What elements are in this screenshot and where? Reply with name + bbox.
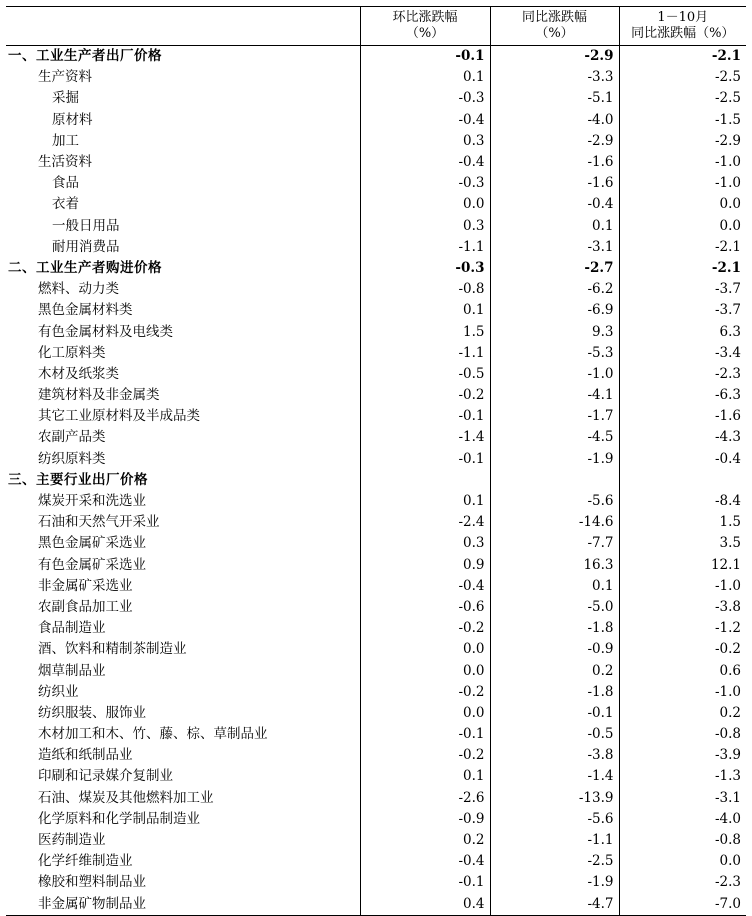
row-label: 化学纤维制造业 <box>38 853 133 870</box>
ytd-value: -4.0 <box>619 809 746 830</box>
ytd-value: -3.7 <box>619 279 746 300</box>
ytd-value: -6.3 <box>619 385 746 406</box>
mom-value: -0.1 <box>360 46 490 68</box>
mom-value: -0.1 <box>360 724 490 745</box>
ytd-value: -7.0 <box>619 894 746 916</box>
yoy-value: -5.6 <box>490 491 619 512</box>
yoy-value: -2.9 <box>490 46 619 68</box>
row-label: 农副产品类 <box>38 429 106 446</box>
table-row <box>6 745 746 766</box>
ytd-value: -2.9 <box>619 131 746 152</box>
ytd-value: -1.5 <box>619 110 746 131</box>
table-row <box>6 830 746 851</box>
mom-value: 0.9 <box>360 555 490 576</box>
yoy-value: -1.1 <box>490 830 619 851</box>
mom-value: -0.4 <box>360 110 490 131</box>
yoy-value: -1.9 <box>490 449 619 470</box>
row-label: 非金属矿采选业 <box>38 577 133 594</box>
price-index-table <box>6 6 746 916</box>
ytd-value: -2.1 <box>619 46 746 68</box>
ytd-value: -8.4 <box>619 491 746 512</box>
mom-value: -0.1 <box>360 872 490 893</box>
table-row <box>6 894 746 916</box>
mom-value: -0.3 <box>360 258 490 279</box>
row-label: 石油、煤炭及其他燃料加工业 <box>38 789 214 806</box>
row-label: 一、工业生产者出厂价格 <box>8 48 162 65</box>
table-row <box>6 321 746 342</box>
yoy-value: -1.8 <box>490 682 619 703</box>
mom-value: -0.3 <box>360 88 490 109</box>
ytd-value: 3.5 <box>619 533 746 554</box>
table-row <box>6 872 746 893</box>
section-header-row <box>6 46 746 68</box>
mom-value: 0.4 <box>360 894 490 916</box>
table-row <box>6 385 746 406</box>
table-row <box>6 576 746 597</box>
ytd-value: -1.0 <box>619 173 746 194</box>
ytd-value: -2.5 <box>619 88 746 109</box>
header-mom-change <box>360 7 490 46</box>
mom-value: -0.8 <box>360 279 490 300</box>
table-row <box>6 533 746 554</box>
table-row <box>6 597 746 618</box>
row-label: 建筑材料及非金属类 <box>38 387 160 404</box>
table-row <box>6 724 746 745</box>
mom-value: 0.0 <box>360 194 490 215</box>
yoy-value: -1.4 <box>490 766 619 787</box>
table-row <box>6 406 746 427</box>
row-label: 耐用消费品 <box>52 238 120 255</box>
yoy-value: -3.8 <box>490 745 619 766</box>
mom-value: -0.1 <box>360 449 490 470</box>
table-row <box>6 343 746 364</box>
yoy-value: 16.3 <box>490 555 619 576</box>
yoy-value: -0.5 <box>490 724 619 745</box>
mom-value: -0.6 <box>360 597 490 618</box>
table-row <box>6 194 746 215</box>
table-row <box>6 279 746 300</box>
table-row <box>6 703 746 724</box>
table-body <box>6 46 746 916</box>
mom-value: 0.0 <box>360 639 490 660</box>
yoy-value: -1.8 <box>490 618 619 639</box>
yoy-value: -4.0 <box>490 110 619 131</box>
header-yoy-unit: （%） <box>535 26 574 41</box>
table-row <box>6 131 746 152</box>
yoy-value: -1.6 <box>490 152 619 173</box>
row-label: 有色金属矿采选业 <box>38 556 146 573</box>
ytd-value: 12.1 <box>619 555 746 576</box>
table-row <box>6 788 746 809</box>
yoy-value: -14.6 <box>490 512 619 533</box>
yoy-value: -7.7 <box>490 533 619 554</box>
ytd-value: -2.1 <box>619 237 746 258</box>
header-yoy-title: 同比涨跌幅 <box>521 10 587 25</box>
mom-value: 0.1 <box>360 766 490 787</box>
mom-value: -0.2 <box>360 745 490 766</box>
table-row <box>6 364 746 385</box>
row-label: 木材及纸浆类 <box>38 365 119 382</box>
ytd-value: -1.6 <box>619 406 746 427</box>
table-row <box>6 682 746 703</box>
yoy-value: -1.0 <box>490 364 619 385</box>
ytd-value: -1.2 <box>619 618 746 639</box>
ytd-value: -2.3 <box>619 872 746 893</box>
header-ytd-period: 1－10月 <box>657 10 709 25</box>
table-row <box>6 809 746 830</box>
table-row <box>6 216 746 237</box>
yoy-value: -2.5 <box>490 851 619 872</box>
row-label: 加工 <box>52 132 79 149</box>
ytd-value: -3.4 <box>619 343 746 364</box>
row-label: 黑色金属材料类 <box>38 302 133 319</box>
header-ytd-title: 同比涨跌幅（%） <box>631 26 735 41</box>
row-label: 非金属矿物制品业 <box>6 894 360 916</box>
yoy-value: -3.1 <box>490 237 619 258</box>
table-row <box>6 491 746 512</box>
ytd-value: -2.5 <box>619 67 746 88</box>
table-row <box>6 237 746 258</box>
ytd-value: -3.9 <box>619 745 746 766</box>
row-label: 纺织原料类 <box>38 450 106 467</box>
row-label: 三、主要行业出厂价格 <box>8 471 148 488</box>
ytd-value: -4.3 <box>619 427 746 448</box>
ytd-value: 1.5 <box>619 512 746 533</box>
ytd-value: -0.8 <box>619 830 746 851</box>
mom-value: 0.0 <box>360 660 490 681</box>
row-label: 烟草制品业 <box>38 662 106 679</box>
yoy-value: -2.9 <box>490 131 619 152</box>
row-label: 二、工业生产者购进价格 <box>8 259 162 276</box>
yoy-value: -0.4 <box>490 194 619 215</box>
mom-value: -2.4 <box>360 512 490 533</box>
ytd-value: 0.0 <box>619 194 746 215</box>
yoy-value: 9.3 <box>490 321 619 342</box>
ytd-value <box>619 470 746 491</box>
ytd-value: -2.1 <box>619 258 746 279</box>
mom-value: -0.1 <box>360 406 490 427</box>
mom-value: 0.1 <box>360 300 490 321</box>
mom-value: 0.3 <box>360 216 490 237</box>
yoy-value: -1.6 <box>490 173 619 194</box>
row-label: 纺织业 <box>38 683 79 700</box>
yoy-value: -0.9 <box>490 639 619 660</box>
mom-value: 0.1 <box>360 67 490 88</box>
header-mom-title: 环比涨跌幅 <box>392 10 458 25</box>
section-header-row <box>6 470 746 491</box>
yoy-value: -5.0 <box>490 597 619 618</box>
mom-value: -0.2 <box>360 618 490 639</box>
yoy-value: -5.1 <box>490 88 619 109</box>
yoy-value: -5.3 <box>490 343 619 364</box>
table-row <box>6 512 746 533</box>
yoy-value: 0.1 <box>490 216 619 237</box>
table-row <box>6 427 746 448</box>
row-label: 石油和天然气开采业 <box>38 514 160 531</box>
table-row <box>6 300 746 321</box>
yoy-value: -6.2 <box>490 279 619 300</box>
mom-value: -0.4 <box>360 576 490 597</box>
row-label: 酒、饮料和精制茶制造业 <box>38 641 187 658</box>
table-row <box>6 766 746 787</box>
mom-value: 0.0 <box>360 703 490 724</box>
mom-value: -0.4 <box>360 851 490 872</box>
header-item-column <box>6 7 360 46</box>
table-row <box>6 110 746 131</box>
header-yoy-change <box>490 7 619 46</box>
ytd-value: -3.8 <box>619 597 746 618</box>
mom-value: 1.5 <box>360 321 490 342</box>
row-label: 食品制造业 <box>38 620 106 637</box>
row-label: 一般日用品 <box>52 217 120 234</box>
yoy-value: -1.7 <box>490 406 619 427</box>
header-ytd-change <box>619 7 746 46</box>
ytd-value: -0.4 <box>619 449 746 470</box>
header-mom-unit: （%） <box>405 26 445 41</box>
yoy-value: 0.1 <box>490 576 619 597</box>
ytd-value: 0.6 <box>619 660 746 681</box>
table-row <box>6 618 746 639</box>
yoy-value: -2.7 <box>490 258 619 279</box>
mom-value: 0.3 <box>360 131 490 152</box>
row-label: 原材料 <box>52 111 93 128</box>
row-label: 燃料、动力类 <box>38 281 119 298</box>
ytd-value: -3.7 <box>619 300 746 321</box>
row-label: 纺织服装、服饰业 <box>38 704 146 721</box>
row-label: 农副食品加工业 <box>38 598 133 615</box>
table-row <box>6 449 746 470</box>
header-row <box>6 7 746 46</box>
table-row <box>6 851 746 872</box>
row-label: 食品 <box>52 175 79 192</box>
ytd-value: -0.2 <box>619 639 746 660</box>
mom-value: -0.4 <box>360 152 490 173</box>
row-label: 黑色金属矿采选业 <box>38 535 146 552</box>
mom-value: -2.6 <box>360 788 490 809</box>
mom-value: -0.2 <box>360 385 490 406</box>
table-row <box>6 660 746 681</box>
ytd-value: -1.0 <box>619 152 746 173</box>
yoy-value: -0.1 <box>490 703 619 724</box>
mom-value: -1.1 <box>360 237 490 258</box>
section-header-row <box>6 258 746 279</box>
row-label: 衣着 <box>52 196 79 213</box>
row-label: 有色金属材料及电线类 <box>38 323 173 340</box>
row-label: 橡胶和塑料制品业 <box>38 874 146 891</box>
row-label: 化学原料和化学制品制造业 <box>38 810 200 827</box>
table-row <box>6 88 746 109</box>
mom-value: -0.5 <box>360 364 490 385</box>
yoy-value: -13.9 <box>490 788 619 809</box>
row-label: 生活资料 <box>38 154 92 171</box>
mom-value: -0.2 <box>360 682 490 703</box>
table-header <box>6 7 746 46</box>
row-label: 生产资料 <box>38 69 92 86</box>
mom-value: -1.1 <box>360 343 490 364</box>
ytd-value: 0.0 <box>619 851 746 872</box>
row-label: 采掘 <box>52 90 79 107</box>
ytd-value: 0.2 <box>619 703 746 724</box>
ytd-value: -3.1 <box>619 788 746 809</box>
yoy-value: 0.2 <box>490 660 619 681</box>
mom-value: -0.3 <box>360 173 490 194</box>
table-row <box>6 152 746 173</box>
ytd-value: -2.3 <box>619 364 746 385</box>
yoy-value <box>490 470 619 491</box>
yoy-value: -4.7 <box>490 894 619 916</box>
table-row <box>6 555 746 576</box>
mom-value: -1.4 <box>360 427 490 448</box>
ytd-value: 0.0 <box>619 216 746 237</box>
yoy-value: -3.3 <box>490 67 619 88</box>
row-label: 木材加工和木、竹、藤、棕、草制品业 <box>38 726 268 743</box>
row-label: 化工原料类 <box>38 344 106 361</box>
mom-value: 0.3 <box>360 533 490 554</box>
ytd-value: -1.0 <box>619 682 746 703</box>
row-label: 印刷和记录媒介复制业 <box>38 768 173 785</box>
yoy-value: -4.1 <box>490 385 619 406</box>
mom-value <box>360 470 490 491</box>
yoy-value: -6.9 <box>490 300 619 321</box>
table-row <box>6 67 746 88</box>
ytd-value: 6.3 <box>619 321 746 342</box>
price-index-table-sheet <box>6 6 746 916</box>
row-label: 其它工业原材料及半成品类 <box>38 408 200 425</box>
ytd-value: -1.3 <box>619 766 746 787</box>
mom-value: -0.9 <box>360 809 490 830</box>
mom-value: 0.2 <box>360 830 490 851</box>
table-row <box>6 173 746 194</box>
table-row <box>6 639 746 660</box>
row-label: 煤炭开采和洗选业 <box>38 493 146 510</box>
mom-value: 0.1 <box>360 491 490 512</box>
ytd-value: -1.0 <box>619 576 746 597</box>
yoy-value: -5.6 <box>490 809 619 830</box>
row-label: 造纸和纸制品业 <box>38 747 133 764</box>
yoy-value: -4.5 <box>490 427 619 448</box>
row-label: 医药制造业 <box>38 832 106 849</box>
yoy-value: -1.9 <box>490 872 619 893</box>
ytd-value: -0.8 <box>619 724 746 745</box>
